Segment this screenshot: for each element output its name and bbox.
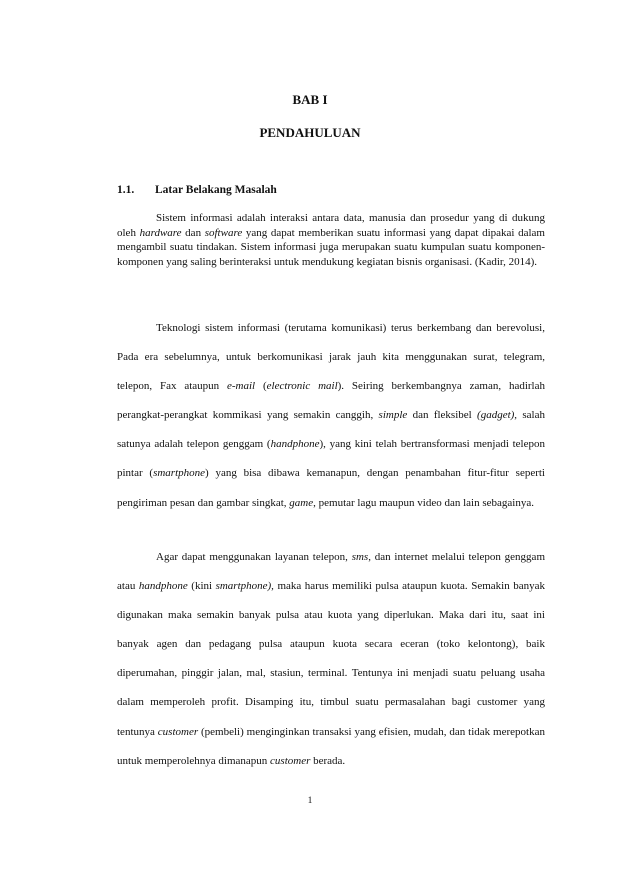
paragraph-2-text: dan fleksibel bbox=[407, 409, 478, 422]
paragraph-1-text: yang dapat memberikan suatu informasi yang dapat dipakai dalam mengambil suatu tindakan. Sistem informasi juga merupakan suatu kumpulan suatu komponen-komponen yang saling berinteraksi untuk mendukung kegiatan bisnis organisasi. (Kadir, 2014). bbox=[117, 226, 545, 268]
paragraph-2-text: , pemutar lagu maupun video dan lain sebagainya. bbox=[313, 496, 534, 509]
paragraph-2-italic: handphone bbox=[270, 438, 320, 451]
paragraph-1-italic: software bbox=[204, 226, 243, 239]
section-heading bbox=[117, 184, 277, 196]
paragraph-2-text: , salah satunya adalah telepon genggam ( bbox=[117, 409, 545, 451]
paragraph-2-text: Teknologi sistem informasi (terutama komunikasi) terus berkembang dan berevolusi, Pada era sebelumnya, untuk berkomunikasi jarak jauh kita menggunakan surat, telegram, telepon, Fax ataupun bbox=[117, 322, 545, 393]
paragraph-2-text: ( bbox=[255, 380, 267, 393]
paragraph-2-italic: simple bbox=[378, 409, 408, 422]
paragraph-2-italic: e-mail bbox=[227, 380, 256, 393]
paragraph-3-text: (pembeli) menginginkan transaksi yang efisien, mudah, dan tidak merepotkan untuk memperolehnya dimanapun bbox=[117, 725, 545, 767]
paragraph-1 bbox=[117, 211, 545, 269]
paragraph-3-text: Agar dapat menggunakan layanan telepon, bbox=[156, 551, 352, 563]
paragraph-2-italic: game bbox=[289, 496, 314, 509]
paragraph-3-text: maka harus memiliki pulsa ataupun kuota. Semakin banyak digunakan maka semakin banyak pulsa atau kuota yang diperlukan. Maka dari itu, saat ini banyak agen dan pedagang pulsa ataupun kuota secara eceran (toko kelontong), baik diperumahan, pinggir jalan, mal, stasiun, terminal. Tentunya ini menjadi suatu peluang usaha dalam memperoleh profit. Disamping itu, timbul suatu permasalahan bagi customer yang tentunya bbox=[117, 580, 545, 738]
paragraph-3-text: (kini bbox=[187, 580, 216, 593]
paragraph-3-italic: handphone bbox=[138, 580, 188, 593]
paragraph-2-italic: (gadget) bbox=[477, 409, 515, 422]
paragraph-2 bbox=[117, 314, 545, 518]
paragraph-1-italic: hardware bbox=[139, 226, 182, 239]
paragraph-2-text: ). Seiring berkembangnya zaman, hadirlah perangkat-perangkat kommikasi yang semakin canggih, bbox=[117, 380, 545, 422]
chapter-title: PENDAHULUAN bbox=[259, 125, 361, 140]
page-number: 1 bbox=[307, 796, 313, 806]
section-title: Latar Belakang Masalah bbox=[155, 184, 277, 196]
paragraph-2-text: ) yang bisa dibawa kemanapun, dengan penambahan fitur-fitur seperti pengiriman pesan dan gambar singkat, bbox=[117, 467, 545, 509]
paragraph-3-italic: smartphone), bbox=[215, 580, 274, 593]
paragraph-2-italic: electronic mail bbox=[266, 380, 338, 393]
chapter-label: BAB I bbox=[292, 92, 328, 107]
paragraph-3 bbox=[117, 543, 545, 776]
paragraph-2-italic: smartphone bbox=[153, 467, 206, 480]
section-number: 1.1. bbox=[117, 184, 135, 196]
paragraph-2-text: ), yang kini telah bertransformasi menjadi telepon pintar ( bbox=[117, 438, 545, 480]
paragraph-3-italic: customer bbox=[270, 754, 311, 767]
paragraph-1-text: Sistem informasi adalah interaksi antara data, manusia dan prosedur yang di dukung oleh bbox=[117, 212, 545, 239]
paragraph-3-italic: sms bbox=[351, 551, 369, 563]
paragraph-3-text: , dan internet melalui telepon genggam atau bbox=[117, 551, 545, 593]
paragraph-3-text: berada. bbox=[310, 754, 346, 767]
paragraph-1-text: dan bbox=[181, 226, 205, 239]
paragraph-3-italic: customer bbox=[157, 725, 199, 738]
